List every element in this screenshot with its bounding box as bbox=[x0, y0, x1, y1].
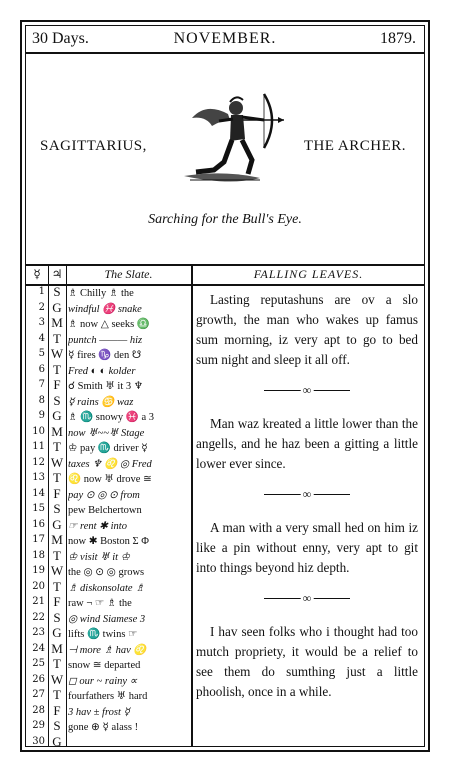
slate-line: ⊣ more ♗ hav ♌ bbox=[68, 644, 147, 656]
weekday-letter: G bbox=[52, 733, 62, 749]
slate-line: Fred ◐ ◐ kolder bbox=[68, 365, 136, 377]
page-frame bbox=[25, 25, 425, 747]
slate-line: ◻ our ~ rainy ∝ bbox=[68, 675, 138, 687]
leaves-paragraph: Man waz kreated a little lower than the angells, and he haz been a gitting a little lower ever since. bbox=[196, 416, 418, 471]
slate-line: gone ⊕ ☿ alass ! bbox=[68, 722, 139, 733]
slate-column bbox=[68, 286, 190, 736]
day-number: 30 bbox=[32, 735, 45, 747]
day-number: 5 bbox=[38, 348, 45, 359]
moon-column-header: ☿ bbox=[33, 267, 41, 281]
almanac-page bbox=[20, 20, 430, 752]
weekday-letter: W bbox=[50, 671, 64, 687]
slate-line: ☿ fires ♑ den ☋ bbox=[68, 350, 142, 361]
slate-line: raw ¬ ☞ ♗ the bbox=[68, 598, 132, 609]
day-number: 10 bbox=[32, 425, 45, 437]
day-number: 3 bbox=[38, 317, 45, 328]
slate-line: ♔ visit ♅ it ♔ bbox=[68, 551, 131, 563]
ornament-knot-icon: ∞ bbox=[302, 591, 312, 605]
slate-line: pay ⊙ ◎ ⊙ from bbox=[68, 489, 140, 501]
day-number: 6 bbox=[38, 363, 45, 375]
weekday-letters bbox=[48, 284, 66, 749]
ornament-divider bbox=[196, 380, 418, 402]
day-number: 7 bbox=[38, 379, 45, 390]
weekday-letter: G bbox=[52, 299, 62, 315]
weekday-letter: S bbox=[53, 501, 61, 516]
ornament-knot-icon: ∞ bbox=[302, 487, 312, 501]
slate-line: ♗ now △ seeks ♎ bbox=[68, 319, 150, 330]
weekday-letter: F bbox=[53, 485, 61, 501]
weekday-letter: T bbox=[53, 470, 61, 485]
day-number: 19 bbox=[32, 565, 45, 576]
slate-line: pew Belchertown bbox=[68, 505, 142, 516]
weekday-letter: T bbox=[53, 578, 61, 594]
page-header bbox=[26, 26, 424, 54]
weekday-letter: M bbox=[51, 423, 63, 439]
column-header-row bbox=[26, 266, 424, 286]
slate-line: ♔ pay ♏ driver ☿ bbox=[68, 443, 148, 454]
weekday-letter: W bbox=[50, 346, 64, 361]
zodiac-section bbox=[26, 54, 424, 266]
column-rule bbox=[191, 266, 193, 746]
leaves-paragraph: Lasting reputashuns are ov a slo growth, the man who wakes up famus sum morning, iz very apt to go to bed sum night and sleep it all off. bbox=[196, 292, 418, 367]
weekday-letter: T bbox=[53, 687, 61, 702]
weekday-letter: S bbox=[53, 284, 61, 299]
weekday-letter: S bbox=[53, 718, 61, 733]
day-number: 25 bbox=[32, 658, 45, 669]
weekday-letter: M bbox=[51, 640, 63, 656]
weekday-letter: T bbox=[53, 547, 61, 563]
day-number: 4 bbox=[38, 332, 45, 344]
ornament-divider bbox=[196, 484, 418, 506]
day-number: 27 bbox=[32, 689, 45, 700]
weekday-letter: T bbox=[53, 656, 61, 671]
slate-line: windful ♓ snake bbox=[68, 303, 142, 315]
weekday-letter: G bbox=[52, 516, 62, 532]
month-title: NOVEMBER. bbox=[173, 30, 277, 47]
days-count: 30 Days. bbox=[32, 30, 89, 47]
ornament-knot-icon: ∞ bbox=[302, 383, 312, 397]
weekday-letter: M bbox=[51, 315, 63, 330]
sign-motto: Sarching for the Bull's Eye. bbox=[148, 212, 302, 227]
slate-line: ♗ Chilly ♗ the bbox=[68, 288, 134, 299]
weekday-letter: W bbox=[50, 454, 64, 470]
slate-line: 3 hav ± frost ☿ bbox=[68, 706, 130, 718]
day-number: 14 bbox=[32, 487, 45, 499]
slate-line: ◎ wind Siamese 3 bbox=[68, 613, 146, 625]
day-number: 16 bbox=[32, 518, 45, 530]
day-number: 20 bbox=[32, 580, 45, 592]
slate-line: taxes ♆ ♌ ◎ Fred bbox=[68, 458, 152, 470]
day-numbers bbox=[26, 284, 48, 749]
day-number: 9 bbox=[38, 410, 45, 421]
slate-line: now ♅~~♅ Stage bbox=[68, 427, 145, 439]
day-number: 23 bbox=[32, 627, 45, 638]
day-number: 11 bbox=[32, 441, 45, 452]
slate-line: ☿ rains ♋ waz bbox=[68, 396, 134, 408]
slate-line: now ✱ Boston Σ Φ bbox=[68, 536, 149, 547]
weekday-letter: S bbox=[53, 609, 61, 625]
weekday-letter: W bbox=[50, 563, 64, 578]
ornament-divider bbox=[196, 588, 418, 610]
day-number: 29 bbox=[32, 720, 45, 731]
slate-line: ♌ now ♅ drove ≅ bbox=[68, 474, 152, 485]
slate-line: fourfathers ♅ hard bbox=[68, 691, 148, 702]
slate-line: ☌ Smith ♅ it 3 ♆ bbox=[68, 381, 144, 392]
day-number: 1 bbox=[38, 286, 45, 297]
day-number: 13 bbox=[32, 472, 45, 483]
falling-leaves-column bbox=[196, 290, 418, 702]
calendar-table bbox=[26, 266, 424, 749]
leaves-paragraph: A man with a very small hed on him iz like a pin without enny, very apt to git into things beyond hiz depth. bbox=[196, 520, 418, 575]
day-number: 2 bbox=[38, 301, 45, 313]
sign-title: THE ARCHER. bbox=[303, 138, 406, 154]
day-number: 17 bbox=[32, 534, 45, 545]
slate-line: the ◎ ⊙ ◎ grows bbox=[68, 567, 145, 578]
day-number: 26 bbox=[32, 673, 45, 685]
weekday-letter: G bbox=[52, 408, 62, 423]
day-number: 22 bbox=[32, 611, 45, 623]
day-number: 28 bbox=[32, 704, 45, 716]
day-number: 12 bbox=[32, 456, 45, 468]
weekday-letter: T bbox=[53, 439, 61, 454]
day-number: 24 bbox=[32, 642, 45, 654]
weekday-letter: G bbox=[52, 625, 62, 640]
weekday-letter: F bbox=[53, 702, 61, 718]
weekday-letter: T bbox=[53, 361, 61, 377]
slate-line: ☞ rent ✱ into bbox=[68, 520, 127, 532]
slate-line: ♗ diskonsolate ♗ bbox=[68, 582, 145, 594]
day-number: 8 bbox=[38, 394, 45, 406]
column-rule bbox=[66, 266, 67, 746]
leaves-column-header: FALLING LEAVES. bbox=[253, 267, 364, 281]
slate-line: snow ≅ departed bbox=[68, 660, 141, 671]
weekday-letter: F bbox=[53, 377, 61, 392]
weekday-letter: S bbox=[53, 392, 61, 408]
slate-column-header: The Slate. bbox=[104, 267, 153, 281]
weekday-letter: F bbox=[53, 594, 61, 609]
leaves-paragraph: I hav seen folks who i thought had too mutch propriety, it would be a relief to see them do sumthing just a little phoolish, once in a while. bbox=[196, 624, 418, 699]
day-number: 18 bbox=[32, 549, 45, 561]
sagittarius-archer-icon bbox=[176, 84, 292, 190]
weekday-letter: T bbox=[53, 330, 61, 346]
slate-line: ♗ ♏ snowy ♓ a 3 bbox=[68, 412, 155, 423]
sign-name: SAGITTARIUS, bbox=[40, 138, 147, 154]
weekday-column-header: ♃ bbox=[51, 267, 63, 281]
day-number: 15 bbox=[32, 503, 45, 514]
day-number: 21 bbox=[32, 596, 45, 607]
year: 1879. bbox=[380, 30, 416, 47]
slate-line: lifts ♏ twins ☞ bbox=[68, 629, 138, 640]
weekday-letter: M bbox=[51, 532, 63, 547]
slate-line: puntch ——— hiz bbox=[68, 334, 143, 346]
